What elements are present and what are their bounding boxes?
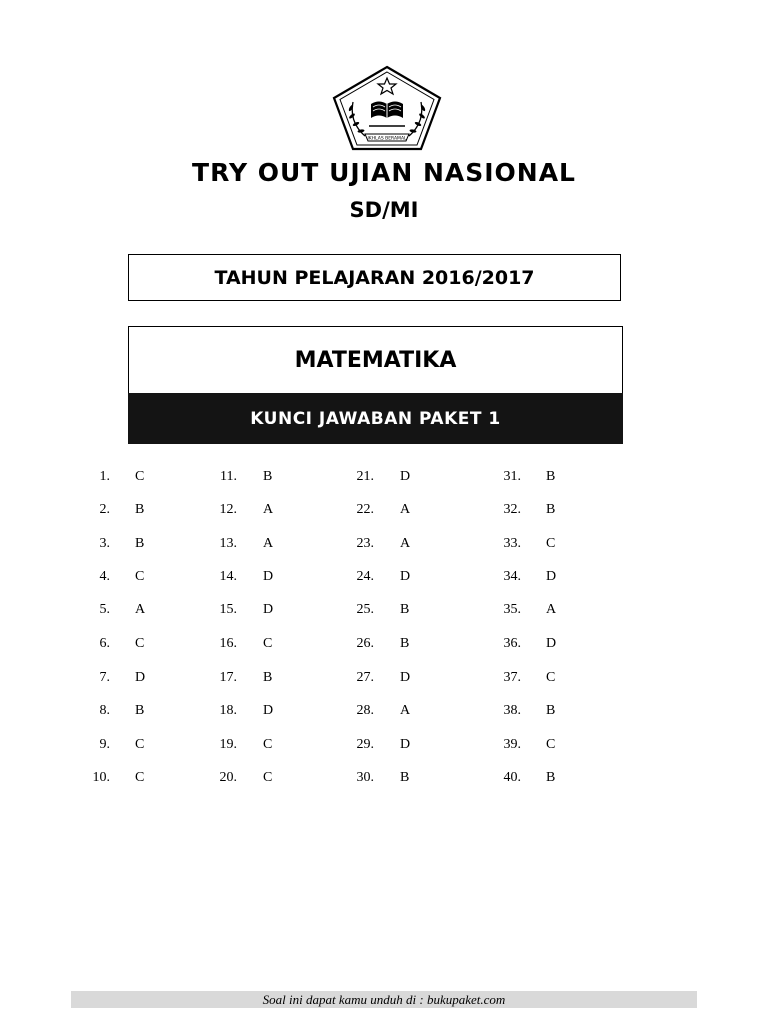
question-number: 14.: [219, 569, 237, 584]
question-number: 2.: [99, 502, 110, 517]
answer-letter: A: [400, 703, 411, 718]
answer-letter: A: [135, 602, 146, 617]
answer-letter: C: [263, 737, 273, 752]
question-number: 17.: [219, 670, 237, 685]
answer-letter: D: [263, 703, 274, 718]
question-number: 26.: [356, 636, 374, 651]
question-number: 19.: [219, 737, 237, 752]
subject-box: [128, 326, 623, 444]
academic-year-text: TAHUN PELAJARAN 2016/2017: [214, 266, 535, 289]
answer-letter: C: [135, 569, 145, 584]
question-number: 38.: [503, 703, 521, 718]
answer-letter: B: [263, 469, 273, 484]
question-number: 16.: [219, 636, 237, 651]
question-number: 36.: [503, 636, 521, 651]
answer-letter: A: [400, 536, 411, 551]
answer-letter: D: [263, 602, 274, 617]
answer-letter: D: [400, 737, 411, 752]
answer-key-grid: [0, 465, 768, 805]
question-number: 30.: [356, 770, 374, 785]
answer-letter: B: [263, 670, 273, 685]
question-number: 33.: [503, 536, 521, 551]
question-number: 10.: [92, 770, 110, 785]
answer-letter: D: [400, 670, 411, 685]
question-number: 18.: [219, 703, 237, 718]
answer-letter: C: [135, 770, 145, 785]
academic-year-box: [128, 254, 621, 301]
answer-letter: D: [135, 670, 146, 685]
question-number: 4.: [99, 569, 110, 584]
answer-letter: D: [546, 636, 557, 651]
question-number: 32.: [503, 502, 521, 517]
question-number: 34.: [503, 569, 521, 584]
question-number: 3.: [99, 536, 110, 551]
question-number: 22.: [356, 502, 374, 517]
document-title: TRY OUT UJIAN NASIONAL: [192, 158, 576, 187]
answer-letter: D: [263, 569, 274, 584]
question-number: 12.: [219, 502, 237, 517]
question-number: 21.: [356, 469, 374, 484]
question-number: 31.: [503, 469, 521, 484]
answer-letter: A: [263, 536, 274, 551]
footer-note: Soal ini dapat kamu unduh di : bukupaket.com: [71, 991, 697, 1008]
question-number: 25.: [356, 602, 374, 617]
document-subtitle: SD/MI: [349, 198, 419, 222]
answer-letter: B: [546, 770, 556, 785]
answer-letter: C: [135, 737, 145, 752]
question-number: 39.: [503, 737, 521, 752]
question-number: 8.: [99, 703, 110, 718]
answer-letter: B: [400, 636, 410, 651]
question-number: 27.: [356, 670, 374, 685]
answer-letter: A: [400, 502, 411, 517]
answer-letter: D: [546, 569, 557, 584]
answer-letter: C: [135, 469, 145, 484]
answer-letter: D: [400, 469, 411, 484]
question-number: 29.: [356, 737, 374, 752]
answer-letter: B: [135, 502, 145, 517]
answer-letter: D: [400, 569, 411, 584]
question-number: 24.: [356, 569, 374, 584]
question-number: 1.: [99, 469, 110, 484]
answer-letter: A: [263, 502, 274, 517]
question-number: 28.: [356, 703, 374, 718]
answer-key-label: KUNCI JAWABAN PAKET 1: [128, 393, 623, 444]
answer-letter: B: [546, 703, 556, 718]
answer-letter: B: [546, 469, 556, 484]
question-number: 7.: [99, 670, 110, 685]
answer-letter: B: [400, 602, 410, 617]
subject-name: MATEMATIKA: [294, 348, 457, 373]
answer-letter: C: [263, 770, 273, 785]
question-number: 6.: [99, 636, 110, 651]
svg-text:IKHLAS BERAMAL: IKHLAS BERAMAL: [367, 136, 407, 142]
question-number: 15.: [219, 602, 237, 617]
ministry-logo: [331, 64, 443, 152]
answer-letter: C: [546, 536, 556, 551]
question-number: 37.: [503, 670, 521, 685]
answer-letter: B: [135, 536, 145, 551]
question-number: 9.: [99, 737, 110, 752]
answer-letter: B: [135, 703, 145, 718]
question-number: 13.: [219, 536, 237, 551]
answer-letter: B: [546, 502, 556, 517]
answer-letter: C: [546, 670, 556, 685]
answer-letter: A: [546, 602, 557, 617]
question-number: 23.: [356, 536, 374, 551]
question-number: 35.: [503, 602, 521, 617]
answer-letter: C: [135, 636, 145, 651]
answer-letter: C: [263, 636, 273, 651]
answer-letter: C: [546, 737, 556, 752]
question-number: 20.: [219, 770, 237, 785]
question-number: 40.: [503, 770, 521, 785]
question-number: 11.: [220, 469, 237, 484]
answer-letter: B: [400, 770, 410, 785]
question-number: 5.: [99, 602, 110, 617]
